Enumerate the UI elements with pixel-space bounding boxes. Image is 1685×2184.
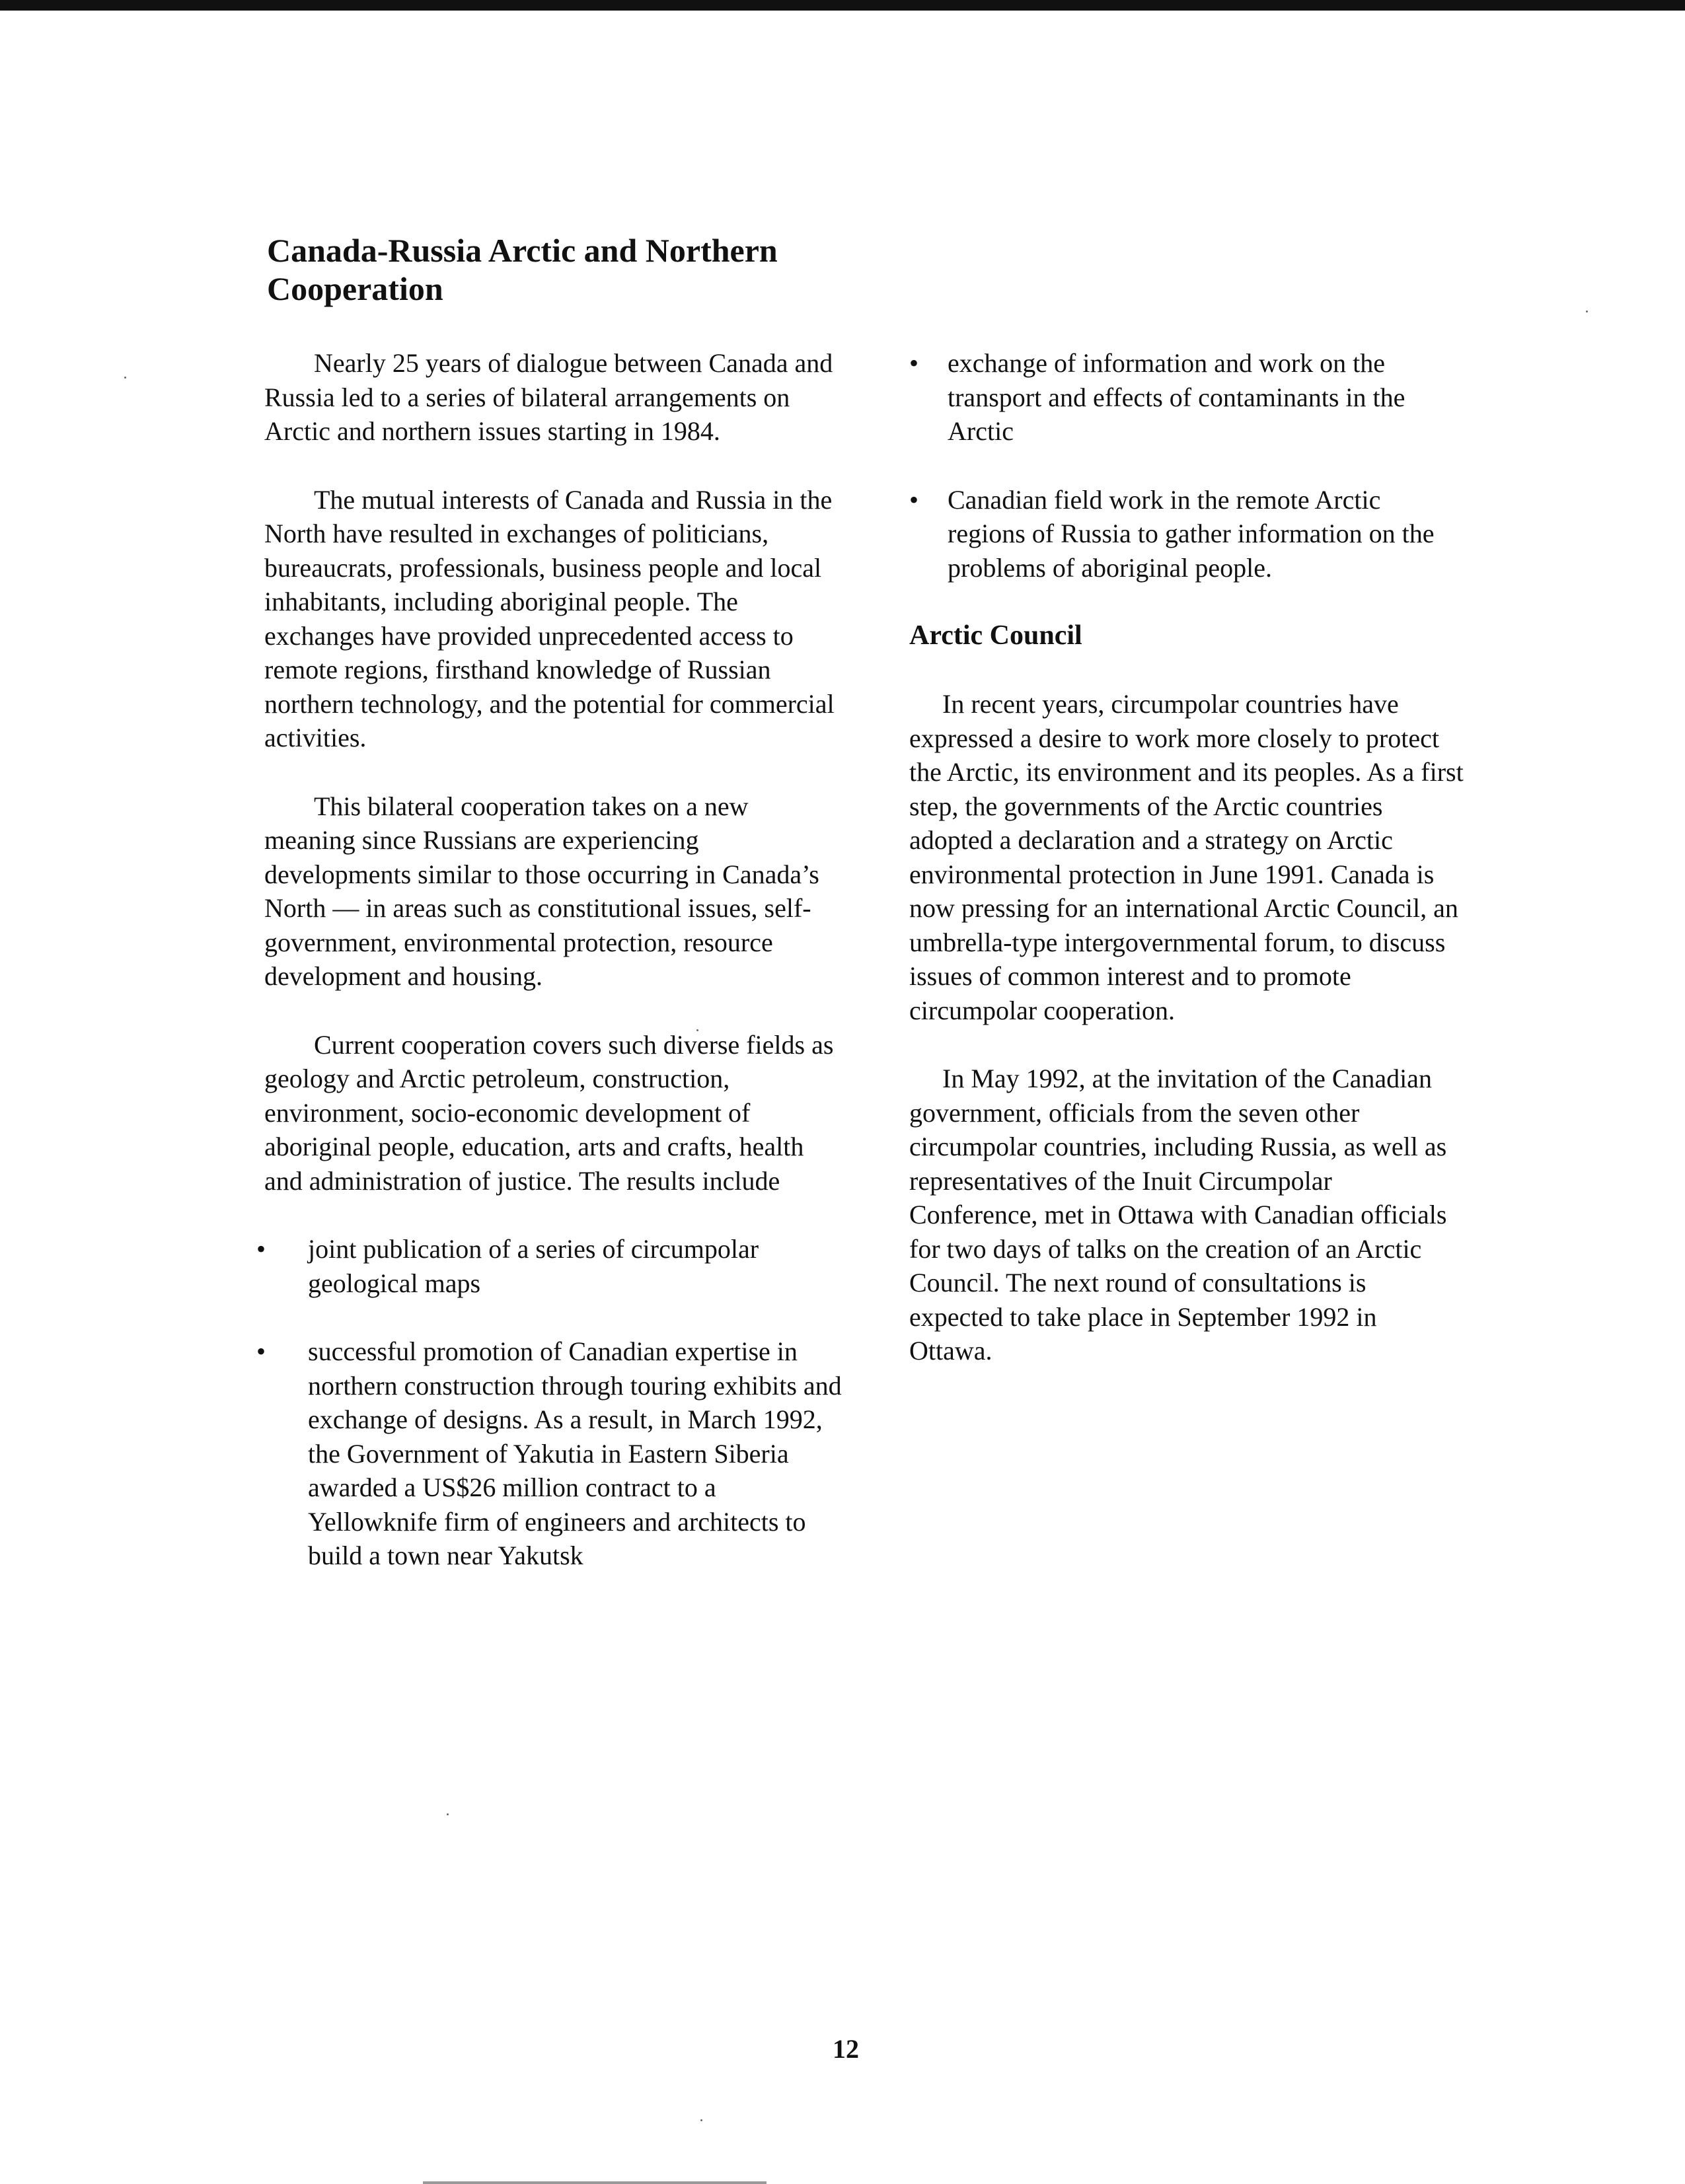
- scan-bottom-edge: [423, 2181, 767, 2184]
- bullet-icon: •: [256, 1336, 266, 1366]
- list-item: [256, 1232, 846, 1300]
- bullet-icon: •: [909, 484, 919, 515]
- list-item-text: joint publication of a series of circumpolar geological maps: [308, 1234, 759, 1298]
- results-list-continued: [909, 346, 1464, 585]
- scan-speck: [447, 1813, 449, 1815]
- paragraph: Nearly 25 years of dialogue between Canada and Russia led to a series of bilateral arrangements on Arctic and northern issues starting in 1984.: [264, 348, 833, 446]
- list-item-text: successful promotion of Canadian expertise in northern construction through touring exhibits and exchange of designs. As a result, in March 1992, the Government of Yakutia in Eastern Siberia awarded a US$26 million contract to a Yellowknife firm of engineers and architects to build a town near Yakutsk: [308, 1336, 842, 1570]
- list-item: [909, 483, 1464, 585]
- bullet-icon: •: [909, 348, 919, 378]
- paragraph: The mutual interests of Canada and Russia in the North have resulted in exchanges of politicians, bureaucrats, professionals, business people and local inhabitants, including aboriginal people. The exchanges have provided unprecedented access to remote regions, firsthand knowledge of Russian northern technology, and the potential for commercial activities.: [264, 484, 835, 752]
- scan-speck: [700, 2119, 702, 2121]
- page-title: Canada-Russia Arctic and Northern Cooperation: [267, 232, 778, 307]
- left-column: [256, 346, 846, 1607]
- paragraph: This bilateral cooperation takes on a new meaning since Russians are experiencing developments similar to those occurring in Canada’s North — in areas such as constitutional issues, self-government, environmental protection, resource development and housing.: [264, 791, 819, 991]
- paragraph: Current cooperation covers such diverse fields as geology and Arctic petroleum, construction, environment, socio-economic development of aboriginal people, education, arts and crafts, health and administration of justice. The results include: [264, 1029, 834, 1196]
- scan-top-border: [0, 0, 1685, 11]
- results-list: [256, 1232, 846, 1573]
- right-column: [909, 346, 1464, 1402]
- scan-speck: [1586, 310, 1588, 312]
- list-item-text: Canadian field work in the remote Arctic regions of Russia to gather information on the problems of aboriginal people.: [948, 484, 1435, 583]
- list-item: [909, 346, 1464, 449]
- list-item: [256, 1334, 846, 1573]
- bullet-icon: •: [256, 1234, 266, 1264]
- section-heading: Arctic Council: [909, 620, 1082, 651]
- paragraph: In recent years, circumpolar countries have expressed a desire to work more closely to protect the Arctic, its environment and its peoples. As a first step, the governments of the Arctic countries adopted a declaration and a strategy on Arctic environmental protection in June 1991. Canada is now pressing for an international Arctic Council, an umbrella-type intergovernmental forum, to discuss issues of common interest and to promote circumpolar cooperation.: [909, 689, 1464, 1025]
- page-number: 12: [833, 2034, 859, 2064]
- list-item-text: exchange of information and work on the transport and effects of contaminants in the Arctic: [948, 348, 1405, 446]
- paragraph: In May 1992, at the invitation of the Canadian government, officials from the seven other circumpolar countries, including Russia, as well as representatives of the Inuit Circumpolar Conference, met in Ottawa with Canadian officials for two days of talks on the creation of an Arctic Council. The next round of consultations is expected to take place in September 1992 in Ottawa.: [909, 1064, 1447, 1365]
- scan-speck: [124, 377, 126, 379]
